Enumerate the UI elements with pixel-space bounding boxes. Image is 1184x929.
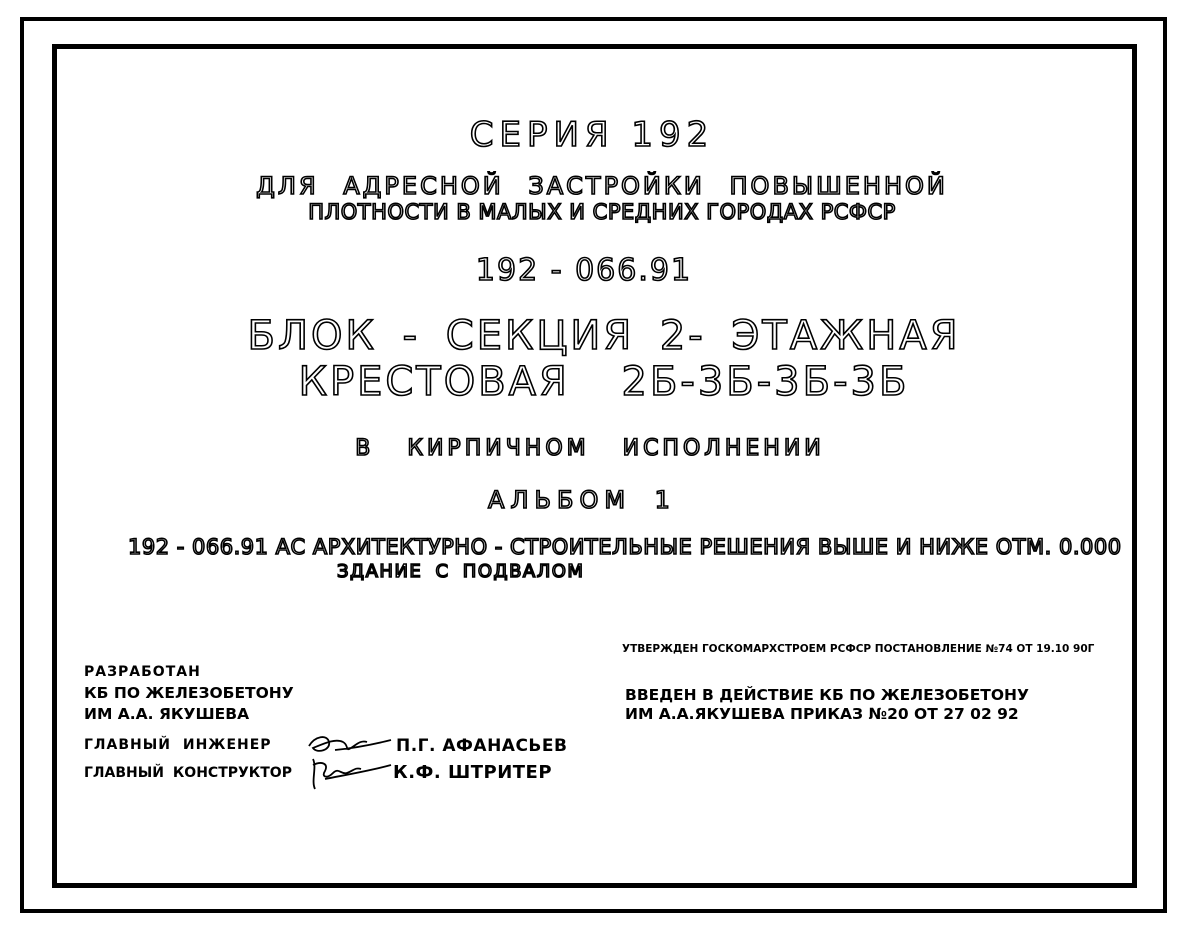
title-line-2: КРЕСТОВАЯ 2Б-3Б-3Б-3Б [298, 359, 910, 405]
document-code: 192 - 066.91 [475, 253, 693, 288]
material-line: В КИРПИЧНОМ ИСПОЛНЕНИИ [355, 436, 825, 461]
developer-org-line-1: КБ ПО ЖЕЛЕЗОБЕТОНУ [84, 684, 294, 702]
developer-org-line-2: ИМ А.А. ЯКУШЕВА [84, 705, 250, 723]
purpose-line-1: ДЛЯ АДРЕСНОЙ ЗАСТРОЙКИ ПОВЫШЕННОЙ [256, 172, 948, 200]
chief-engineer-name: П.Г. АФАНАСЬЕВ [396, 736, 568, 756]
chief-designer-title: ГЛАВНЫЙ КОНСТРУКТОР [84, 765, 292, 781]
album-title: АЛЬБОМ 1 [488, 486, 676, 514]
chief-designer-signature [305, 755, 395, 793]
series-title: СЕРИЯ 192 [469, 115, 715, 155]
developer-label: РАЗРАБОТАН [84, 664, 201, 680]
enacted-line-2: ИМ А.А.ЯКУШЕВА ПРИКАЗ №20 ОТ 27 02 92 [625, 705, 1019, 723]
album-content-line-1: 192 - 066.91 АС АРХИТЕКТУРНО - СТРОИТЕЛЬНЫЕ РЕШЕНИЯ ВЫШЕ И НИЖЕ ОТМ. 0.000 [128, 535, 1122, 559]
approval-text: УТВЕРЖДЕН ГОСКОМАРХСТРОЕМ РСФСР ПОСТАНОВЛЕНИЕ №74 ОТ 19.10 90Г [622, 643, 1095, 655]
title-line-1: БЛОК - СЕКЦИЯ 2- ЭТАЖНАЯ [247, 313, 961, 359]
purpose-line-2: ПЛОТНОСТИ В МАЛЫХ И СРЕДНИХ ГОРОДАХ РСФСР [308, 200, 896, 224]
enacted-line-1: ВВЕДЕН В ДЕЙСТВИЕ КБ ПО ЖЕЛЕЗОБЕТОНУ [625, 686, 1029, 704]
chief-engineer-title: ГЛАВНЫЙ ИНЖЕНЕР [84, 737, 272, 753]
inner-frame [52, 44, 1137, 888]
album-content-line-2: ЗДАНИЕ С ПОДВАЛОМ [337, 561, 585, 582]
chief-designer-name: К.Ф. ШТРИТЕР [393, 762, 553, 783]
